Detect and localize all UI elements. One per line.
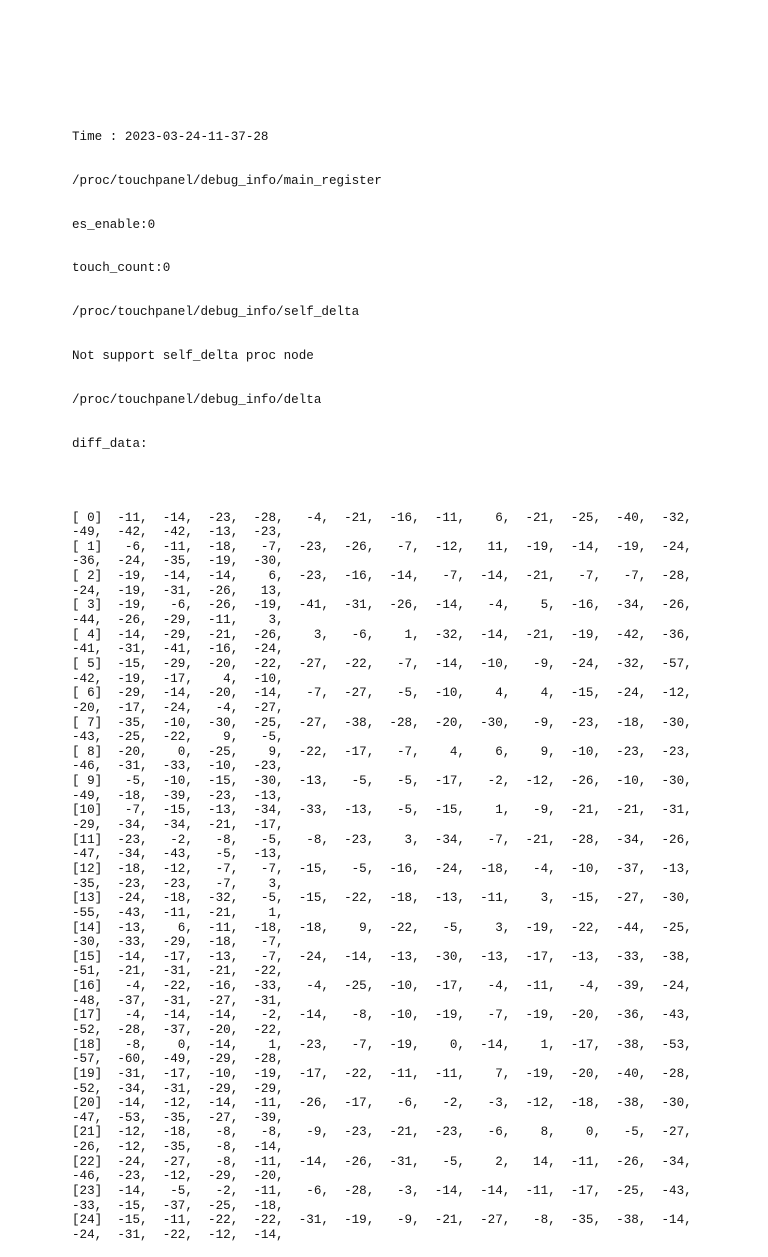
diff-row-continuation: -24, -19, -31, -26, 13,: [72, 583, 284, 598]
diff-row-line: [17] -4, -14, -14, -2, -14, -8, -10, -19, -7, -19, -20, -36, -43,: [72, 1008, 692, 1023]
diff-row-continuation: -46, -23, -12, -29, -20,: [72, 1169, 284, 1184]
diff-row-continuation: -29, -34, -34, -21, -17,: [72, 818, 284, 833]
diff-row-line: [ 5] -15, -29, -20, -22, -27, -22, -7, -14, -10, -9, -24, -32, -57,: [72, 656, 692, 671]
diff-row-line: [12] -18, -12, -7, -7, -15, -5, -16, -24, -18, -4, -10, -37, -13,: [72, 861, 692, 876]
main-register-path: /proc/touchpanel/debug_info/main_register: [72, 173, 382, 188]
self-delta-path: /proc/touchpanel/debug_info/self_delta: [72, 305, 360, 320]
timestamp-line: Time : 2023-03-24-11-37-28: [72, 129, 269, 144]
diff-row-continuation: -52, -28, -37, -20, -22,: [72, 1022, 284, 1037]
self-delta-message: Not support self_delta proc node: [72, 349, 314, 364]
diff-row-continuation: -55, -43, -11, -21, 1,: [72, 905, 284, 920]
log-header: [72, 100, 712, 481]
diff-row-line: [ 9] -5, -10, -15, -30, -13, -5, -5, -17, -2, -12, -26, -10, -30,: [72, 774, 692, 789]
diff-row-continuation: -44, -26, -29, -11, 3,: [72, 613, 284, 628]
diff-row-line: [ 1] -6, -11, -18, -7, -23, -26, -7, -12, 11, -19, -14, -19, -24,: [72, 539, 692, 554]
diff-row-continuation: -30, -33, -29, -18, -7,: [72, 935, 284, 950]
diff-row-line: [ 8] -20, 0, -25, 9, -22, -17, -7, 4, 6, 9, -10, -23, -23,: [72, 744, 692, 759]
diff-row-line: [18] -8, 0, -14, 1, -23, -7, -19, 0, -14, 1, -17, -38, -53,: [72, 1037, 692, 1052]
diff-data-rows: [72, 511, 712, 1243]
diff-row-continuation: -42, -19, -17, 4, -10,: [72, 671, 284, 686]
diff-row-continuation: -26, -12, -35, -8, -14,: [72, 1140, 284, 1155]
debug-log-document: [72, 71, 712, 1257]
diff-row-line: [11] -23, -2, -8, -5, -8, -23, 3, -34, -7, -21, -28, -34, -26,: [72, 832, 692, 847]
diff-row-continuation: -24, -31, -22, -12, -14,: [72, 1227, 284, 1242]
diff-row-line: [ 3] -19, -6, -26, -19, -41, -31, -26, -14, -4, 5, -16, -34, -26,: [72, 598, 692, 613]
diff-row-continuation: -43, -25, -22, 9, -5,: [72, 730, 284, 745]
diff-row-continuation: -49, -18, -39, -23, -13,: [72, 788, 284, 803]
diff-row-continuation: -49, -42, -42, -13, -23,: [72, 525, 284, 540]
diff-data-label: diff_data:: [72, 437, 148, 452]
diff-row-line: [23] -14, -5, -2, -11, -6, -28, -3, -14, -14, -11, -17, -25, -43,: [72, 1184, 692, 1199]
diff-row-line: [15] -14, -17, -13, -7, -24, -14, -13, -30, -13, -17, -13, -33, -38,: [72, 949, 692, 964]
diff-row-line: [10] -7, -15, -13, -34, -33, -13, -5, -15, 1, -9, -21, -21, -31,: [72, 803, 692, 818]
diff-row-line: [ 2] -19, -14, -14, 6, -23, -16, -14, -7, -14, -21, -7, -7, -28,: [72, 569, 692, 584]
diff-row-line: [13] -24, -18, -32, -5, -15, -22, -18, -13, -11, 3, -15, -27, -30,: [72, 891, 692, 906]
diff-row-continuation: -41, -31, -41, -16, -24,: [72, 642, 284, 657]
diff-row-continuation: -47, -53, -35, -27, -39,: [72, 1110, 284, 1125]
diff-row-continuation: -47, -34, -43, -5, -13,: [72, 847, 284, 862]
diff-row-line: [ 4] -14, -29, -21, -26, 3, -6, 1, -32, -14, -21, -19, -42, -36,: [72, 627, 692, 642]
diff-row-continuation: -52, -34, -31, -29, -29,: [72, 1081, 284, 1096]
delta-path: /proc/touchpanel/debug_info/delta: [72, 393, 322, 408]
diff-row-continuation: -46, -31, -33, -10, -23,: [72, 759, 284, 774]
diff-row-continuation: -20, -17, -24, -4, -27,: [72, 700, 284, 715]
diff-row-continuation: -35, -23, -23, -7, 3,: [72, 876, 284, 891]
diff-row-continuation: -33, -15, -37, -25, -18,: [72, 1198, 284, 1213]
diff-row-continuation: -51, -21, -31, -21, -22,: [72, 964, 284, 979]
touch-count-line: touch_count:0: [72, 261, 171, 276]
diff-row-continuation: -57, -60, -49, -29, -28,: [72, 1052, 284, 1067]
diff-row-line: [20] -14, -12, -14, -11, -26, -17, -6, -2, -3, -12, -18, -38, -30,: [72, 1096, 692, 1111]
diff-row-line: [19] -31, -17, -10, -19, -17, -22, -11, -11, 7, -19, -20, -40, -28,: [72, 1066, 692, 1081]
diff-row-line: [21] -12, -18, -8, -8, -9, -23, -21, -23, -6, 8, 0, -5, -27,: [72, 1125, 692, 1140]
es-enable-line: es_enable:0: [72, 217, 156, 232]
diff-row-line: [22] -24, -27, -8, -11, -14, -26, -31, -5, 2, 14, -11, -26, -34,: [72, 1154, 692, 1169]
diff-row-line: [ 0] -11, -14, -23, -28, -4, -21, -16, -11, 6, -21, -25, -40, -32,: [72, 510, 692, 525]
diff-row-continuation: -48, -37, -31, -27, -31,: [72, 993, 284, 1008]
diff-row-line: [ 7] -35, -10, -30, -25, -27, -38, -28, -20, -30, -9, -23, -18, -30,: [72, 715, 692, 730]
diff-row-line: [14] -13, 6, -11, -18, -18, 9, -22, -5, 3, -19, -22, -44, -25,: [72, 920, 692, 935]
diff-row-line: [24] -15, -11, -22, -22, -31, -19, -9, -21, -27, -8, -35, -38, -14,: [72, 1213, 692, 1228]
diff-row-line: [ 6] -29, -14, -20, -14, -7, -27, -5, -10, 4, 4, -15, -24, -12,: [72, 686, 692, 701]
diff-row-line: [16] -4, -22, -16, -33, -4, -25, -10, -17, -4, -11, -4, -39, -24,: [72, 979, 692, 994]
diff-row-continuation: -36, -24, -35, -19, -30,: [72, 554, 284, 569]
